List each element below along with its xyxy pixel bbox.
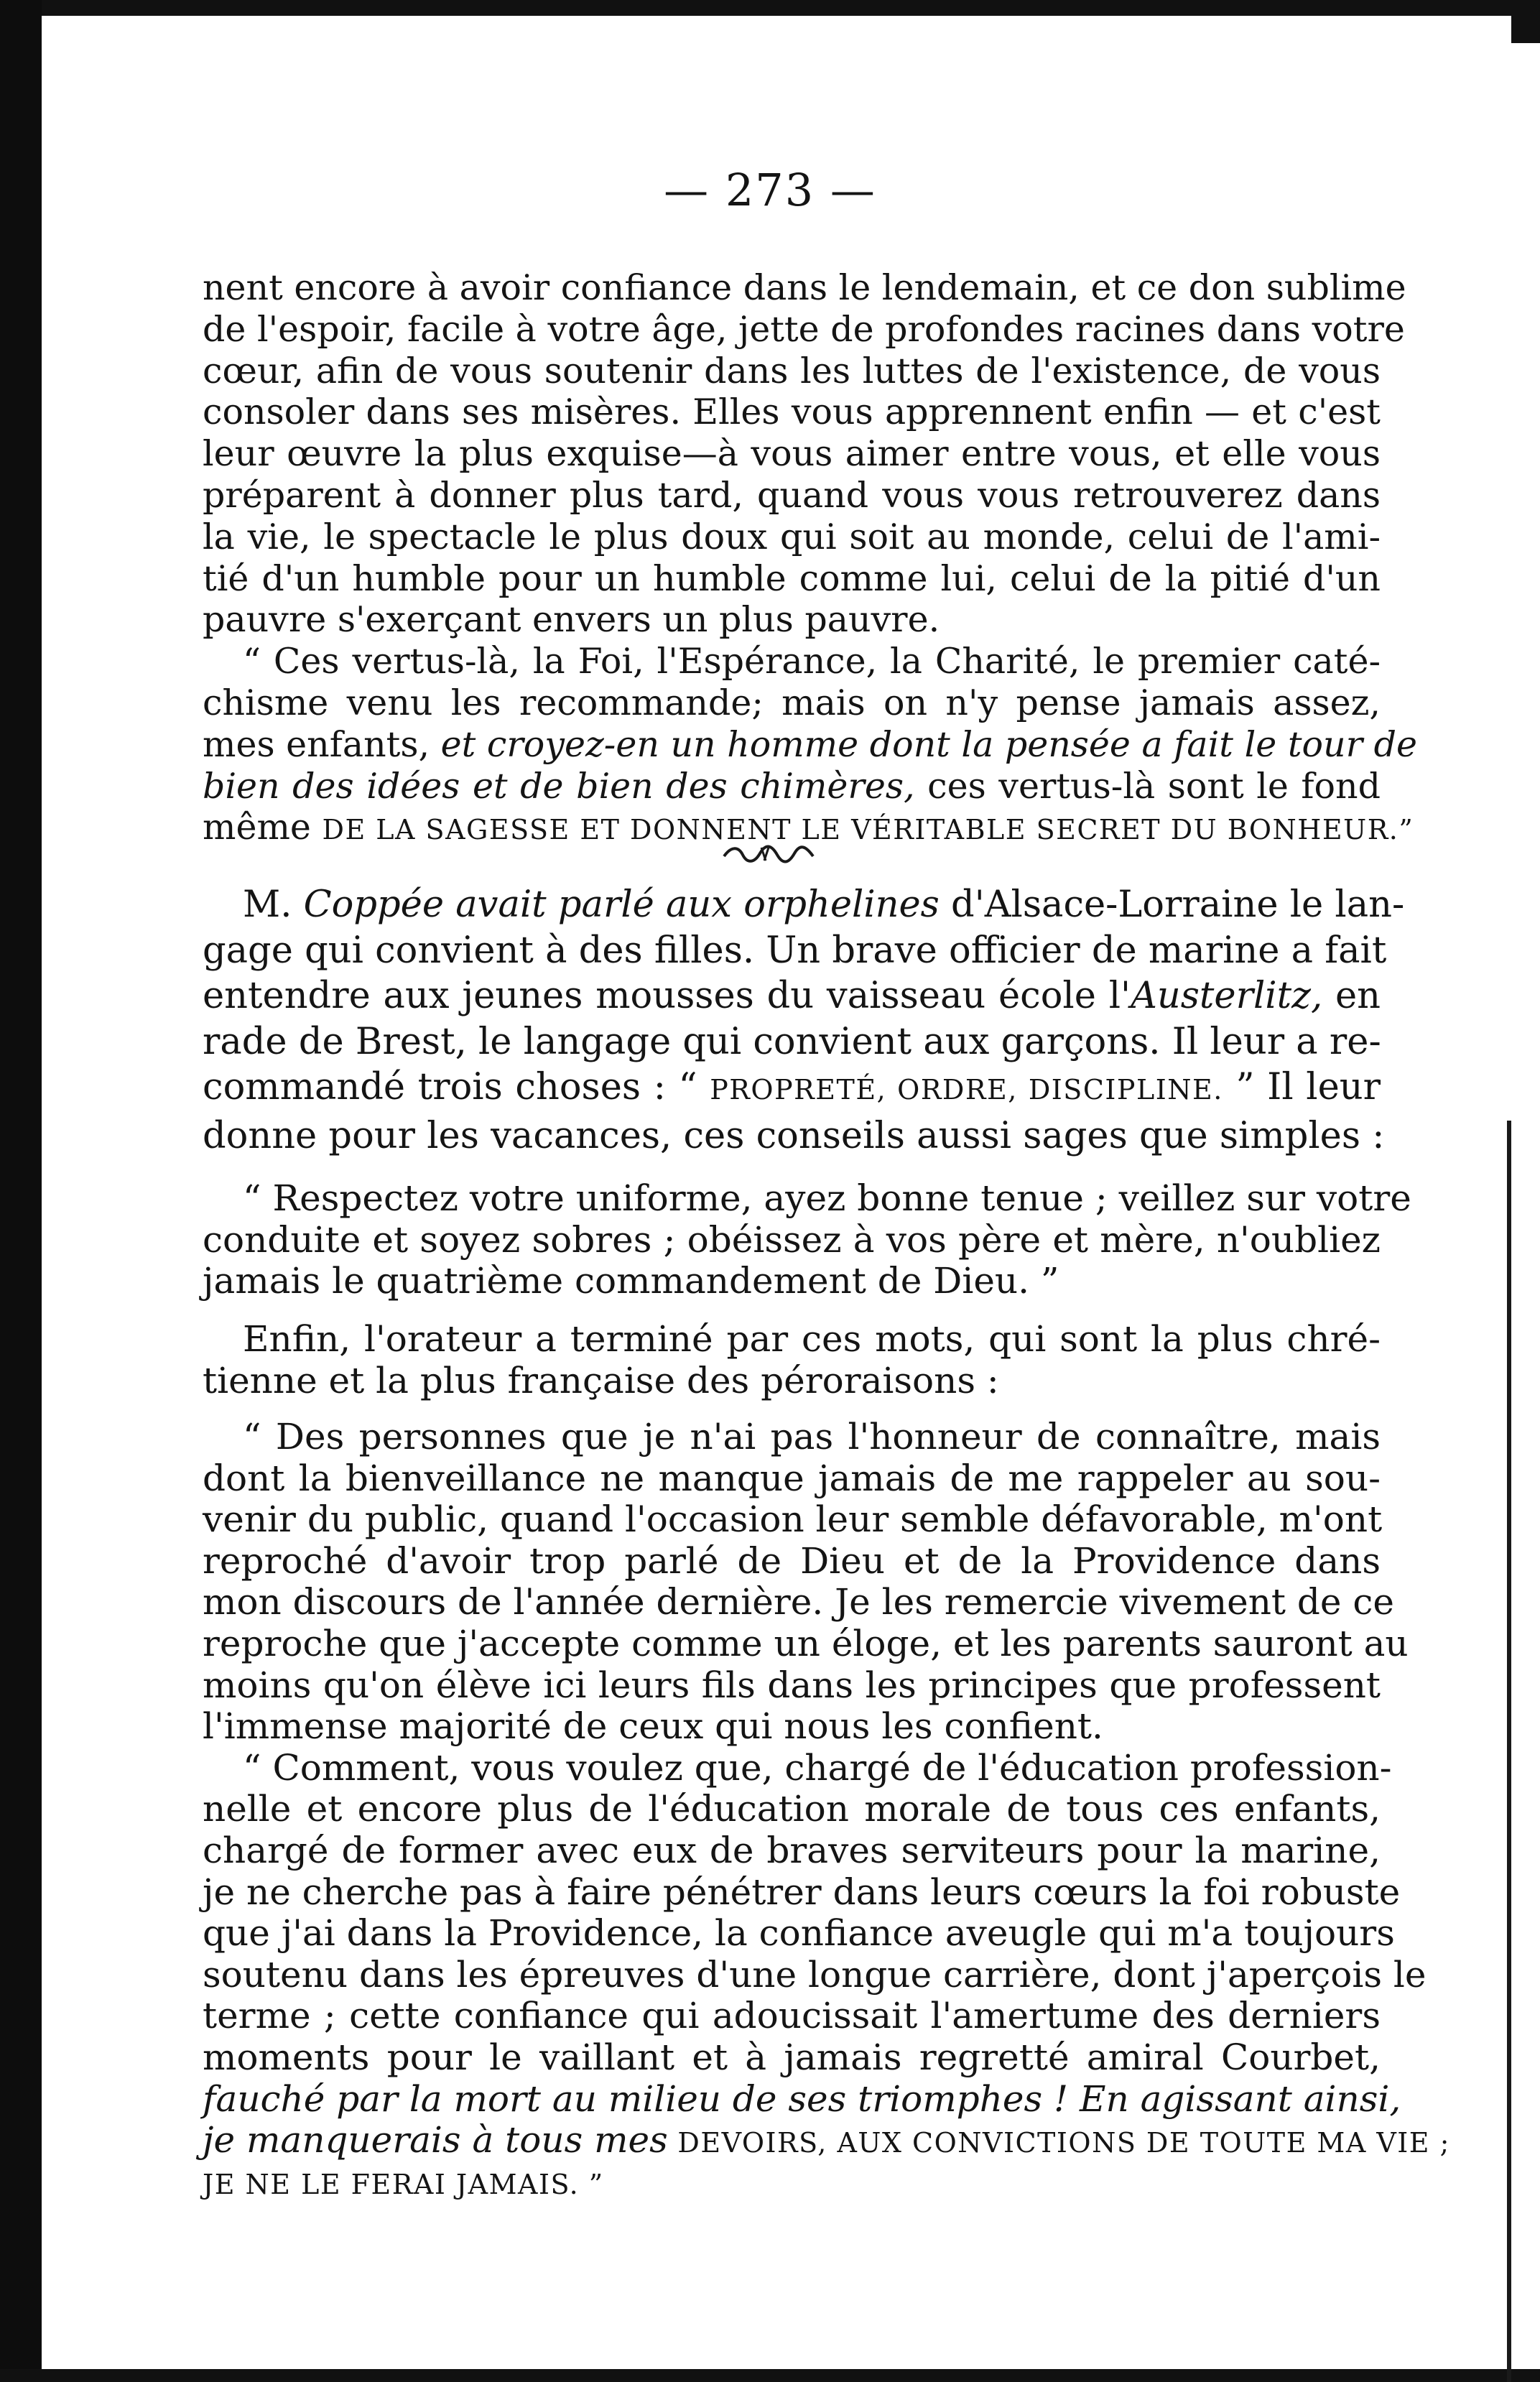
- italic-text: et croyez-en un homme dont la pensée a fait le tour de: [440, 723, 1417, 765]
- text-line: la vie, le spectacle le plus doux qui soit au monde, celui de l'ami-: [203, 516, 1381, 557]
- quote-line: moins qu'on élève ici leurs fils dans les principes que professent: [203, 1664, 1381, 1706]
- quote-line: moments pour le vaillant et à jamais regretté amiral Courbet,: [203, 2036, 1381, 2078]
- paragraph-advice: [203, 1177, 1411, 1302]
- quote-line: mon discours de l'année dernière. Je les remercie vivement de ce: [203, 1581, 1394, 1623]
- quote-line: [203, 723, 1417, 766]
- tilde-flourish-ornament: [718, 840, 819, 869]
- paragraph-coppee: [203, 882, 1405, 1159]
- quote-line: [203, 2119, 1450, 2164]
- roman-text: d'Alsace-Lorraine le lan-: [939, 884, 1405, 926]
- text-line: gage qui convient à des filles. Un brave officier de marine a fait: [203, 929, 1387, 972]
- text-line: tié d'un humble pour un humble comme lui, celui de la pitié d'un: [203, 557, 1381, 599]
- small-caps-text: DEVOIRS, AUX CONVICTIONS DE TOUTE MA VIE ;: [667, 2127, 1450, 2159]
- text-line: consoler dans ses misères. Elles vous apprennent enfin — et c'est: [203, 391, 1381, 433]
- small-caps-text: PROPRETÉ, ORDRE, DISCIPLINE.: [710, 1074, 1223, 1106]
- roman-text: entendre aux jeunes mousses du vaisseau école l': [203, 975, 1131, 1017]
- paragraph-continuation: [203, 267, 1417, 851]
- quote-line: terme ; cette confiance qui adoucissait l'amertume des derniers: [203, 1995, 1381, 2037]
- text-line: leur œuvre la plus exquise—à vous aimer entre vous, et elle vous: [203, 433, 1381, 475]
- small-caps-text: DE LA SAGESSE ET DONNENT LE VÉRITABLE SECRET DU BONHEUR.”: [322, 814, 1414, 846]
- quote-line: reproche que j'accepte comme un éloge, et les parents sauront au: [203, 1622, 1409, 1664]
- text-line: [203, 973, 1381, 1019]
- roman-text: ” Il leur: [1223, 1066, 1381, 1108]
- quote-line: chargé de former avec eux de braves serviteurs pour la marine,: [203, 1829, 1381, 1871]
- italic-text: bien des idées et de bien des chimères,: [203, 765, 915, 807]
- quote-line: chisme venu les recommande; mais on n'y pense jamais assez,: [203, 682, 1381, 723]
- italic-text: Austerlitz,: [1131, 975, 1323, 1017]
- roman-text: en: [1322, 975, 1381, 1017]
- text-line: préparent à donner plus tard, quand vous vous retrouverez dans: [203, 474, 1381, 516]
- text-line: rade de Brest, le langage qui convient aux garçons. Il leur a re-: [203, 1020, 1381, 1063]
- quote-line: venir du public, quand l'occasion leur semble défavorable, m'ont: [203, 1498, 1383, 1541]
- quote-line: “ Comment, vous voulez que, chargé de l'éducation profession-: [243, 1746, 1392, 1789]
- paragraph-peroration-intro: [203, 1319, 1381, 1401]
- roman-text: commandé trois choses : “: [203, 1066, 710, 1108]
- quote-line: [203, 766, 1381, 807]
- roman-text: M.: [243, 884, 304, 926]
- quote-line: dont la bienveillance ne manque jamais de me rappeler au sou-: [203, 1457, 1381, 1499]
- text-line: donne pour les vacances, ces conseils aussi sages que simples :: [203, 1114, 1385, 1157]
- quote-line: reproché d'avoir trop parlé de Dieu et de la Providence dans: [203, 1539, 1381, 1582]
- quote-line: JE NE LE FERAI JAMAIS. ”: [203, 2168, 604, 2200]
- quote-line: je ne cherche pas à faire pénétrer dans leurs cœurs la foi robuste: [203, 1871, 1401, 1913]
- page-number: — 273 —: [664, 164, 876, 216]
- quote-line: l'immense majorité de ceux qui nous les confient.: [203, 1705, 1103, 1748]
- roman-text: ces vertus-là sont le fond: [914, 765, 1381, 807]
- text-line: [203, 1065, 1381, 1113]
- text-line: tienne et la plus française des péroraisons :: [203, 1359, 999, 1401]
- quote-line: “ Ces vertus-là, la Foi, l'Espérance, la Charité, le premier caté-: [243, 641, 1381, 682]
- quote-line: soutenu dans les épreuves d'une longue carrière, dont j'aperçois le: [203, 1953, 1427, 1996]
- roman-text: mes enfants,: [203, 723, 441, 765]
- text-line: pauvre s'exerçant envers un plus pauvre.: [203, 599, 940, 641]
- italic-text: je manquerais à tous mes: [203, 2119, 668, 2161]
- roman-text: même: [203, 807, 323, 848]
- text-line: de l'espoir, facile à votre âge, jette de profondes racines dans votre: [203, 308, 1405, 350]
- text-line: cœur, afin de vous soutenir dans les luttes de l'existence, de vous: [203, 350, 1381, 391]
- quote-line: conduite et soyez sobres ; obéissez à vos père et mère, n'oubliez: [203, 1218, 1381, 1261]
- quote-line: nelle et encore plus de l'éducation morale de tous ces enfants,: [203, 1788, 1381, 1830]
- quote-line: “ Des personnes que je n'ai pas l'honneur de connaître, mais: [243, 1416, 1381, 1458]
- quote-line: fauché par la mort au milieu de ses triomphes ! En agissant ainsi,: [203, 2077, 1401, 2120]
- quote-line: jamais le quatrième commandement de Dieu. ”: [203, 1260, 1059, 1302]
- italic-text: Coppée avait parlé aux orphelines: [303, 884, 940, 926]
- paragraph-speech-1: [203, 1416, 1450, 2205]
- text-line: [203, 882, 1405, 928]
- text-line: nent encore à avoir confiance dans le lendemain, et ce don sublime: [203, 267, 1406, 308]
- quote-line: que j'ai dans la Providence, la confiance aveugle qui m'a toujours: [203, 1912, 1395, 1955]
- quote-line: “ Respectez votre uniforme, ayez bonne tenue ; veillez sur votre: [243, 1177, 1411, 1219]
- text-line: Enfin, l'orateur a terminé par ces mots, qui sont la plus chré-: [243, 1318, 1381, 1360]
